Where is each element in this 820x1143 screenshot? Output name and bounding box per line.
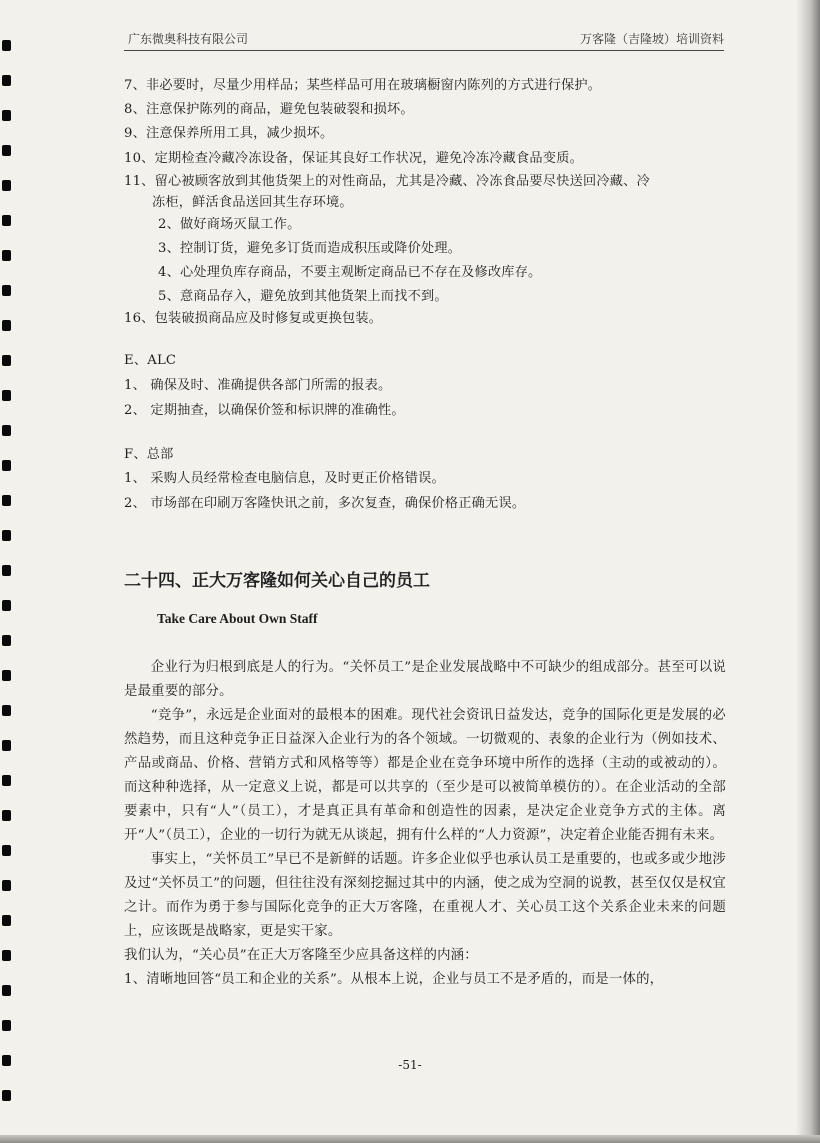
binding-hole <box>2 950 11 961</box>
binding-hole <box>2 1090 11 1101</box>
list-item: 3、控制订货，避免多订货而造成积压或降价处理。 <box>158 241 462 256</box>
binding-hole <box>2 145 11 156</box>
list-item: 11、留心被顾客放到其他货架上的对性商品，尤其是冷藏、冷冻食品要尽快送回冷藏、冷 <box>124 174 650 189</box>
list-item: 9、注意保养所用工具，减少损坏。 <box>124 126 334 141</box>
body-paragraph: 我们认为，“关心员”在正大万客隆至少应具备这样的内涵： <box>124 948 478 963</box>
binding-hole <box>2 985 11 996</box>
binding-hole <box>2 880 11 891</box>
spiral-binding <box>0 0 14 1143</box>
list-item: 8、注意保护陈列的商品，避免包装破裂和损坏。 <box>124 102 414 117</box>
body-paragraph: 企业行为归根到底是人的行为。“关怀员工”是企业发展战略中不可缺少的组成部分。甚至可以说是最重要的部分。 <box>124 660 726 699</box>
binding-hole <box>2 565 11 576</box>
list-item-continuation: 冻柜，鲜活食品送回其生存环境。 <box>152 195 353 210</box>
binding-hole <box>2 355 11 366</box>
binding-hole <box>2 530 11 541</box>
list-item: 7、非必要时，尽量少用样品；某些样品可用在玻璃橱窗内陈列的方式进行保护。 <box>124 78 602 93</box>
binding-hole <box>2 75 11 86</box>
binding-hole <box>2 915 11 926</box>
binding-hole <box>2 1020 11 1031</box>
binding-hole <box>2 705 11 716</box>
body-paragraph: 1、清晰地回答“员工和企业的关系”。从根本上说，企业与员工不是矛盾的，而是一体的， <box>124 972 664 987</box>
section-f-item: 2、 市场部在印刷万客隆快讯之前，多次复查，确保价格正确无误。 <box>124 496 526 511</box>
list-item: 5、意商品存入，避免放到其他货架上而找不到。 <box>158 289 448 304</box>
chapter-subtitle: Take Care About Own Staff <box>157 611 318 626</box>
section-e-item: 2、 定期抽查，以确保价签和标识牌的准确性。 <box>124 403 405 418</box>
page-number: -51- <box>398 1058 422 1072</box>
body-paragraph: 事实上，“关怀员工”早已不是新鲜的话题。许多企业似乎也承认员工是重要的，也或多或少地涉及过“关怀员工”的问题，但往往没有深刻挖掘过其中的内涵，使之成为空洞的说教，甚至仅仅是权宜之计。而作为勇于参与国际化竞争的正大万客隆，在重视人才、关心员工这个关系企业未来的问题上，应该既是战略家，更是实干家。 <box>124 852 726 939</box>
binding-hole <box>2 215 11 226</box>
binding-hole <box>2 40 11 51</box>
binding-hole <box>2 250 11 261</box>
binding-hole <box>2 390 11 401</box>
section-f-title: F、总部 <box>124 447 174 462</box>
section-e-item: 1、 确保及时、准确提供各部门所需的报表。 <box>124 378 392 393</box>
binding-hole <box>2 460 11 471</box>
binding-hole <box>2 740 11 751</box>
section-e-title: E、ALC <box>124 353 177 368</box>
list-item: 10、定期检查冷藏冷冻设备，保证其良好工作状况，避免冷冻冷藏食品变质。 <box>124 151 583 166</box>
chapter-body <box>124 656 726 992</box>
binding-hole <box>2 775 11 786</box>
binding-hole <box>2 600 11 611</box>
chapter-title: 二十四、正大万客隆如何关心自己的员工 <box>124 571 430 591</box>
binding-hole <box>2 495 11 506</box>
binding-hole <box>2 180 11 191</box>
header-doc-title: 万客隆（吉隆坡）培训资料 <box>579 32 724 46</box>
binding-hole <box>2 110 11 121</box>
binding-hole <box>2 320 11 331</box>
binding-hole <box>2 285 11 296</box>
header-company: 广东微奥科技有限公司 <box>128 32 249 46</box>
header-rule <box>124 50 724 51</box>
section-f-item: 1、 采购人员经常检查电脑信息，及时更正价格错误。 <box>124 471 445 486</box>
body-paragraph: “竞争”，永远是企业面对的最根本的困难。现代社会资讯日益发达，竞争的国际化更是发展的必然趋势，而且这种竞争正日益深入企业行为的各个领域。一切微观的、表象的企业行为（例如技术、产品或商品、价格、营销方式和风格等等）都是企业在竞争环境中所作的选择（主动的或被动的）。而这种种选择，从一定意义上说，都是可以共享的（至少是可以被简单模仿的）。在企业活动的全部要素中，只有“人”（员工），才是真正具有革命和创造性的因素，是决定企业竞争方式的主体。离开“人”（员工），企业的一切行为就无从谈起，拥有什么样的“人力资源”，决定着企业能否拥有未来。 <box>124 708 726 843</box>
binding-hole <box>2 635 11 646</box>
list-item: 4、心处理负库存商品，不要主观断定商品已不存在及修改库存。 <box>158 265 542 280</box>
binding-hole <box>2 425 11 436</box>
page-bottom-edge <box>0 1135 820 1143</box>
binding-hole <box>2 845 11 856</box>
binding-hole <box>2 670 11 681</box>
binding-hole <box>2 810 11 821</box>
list-item: 16、包装破损商品应及时修复或更换包装。 <box>124 311 383 326</box>
list-item: 2、做好商场灭鼠工作。 <box>158 217 301 232</box>
page-edge-shadow <box>796 0 820 1143</box>
